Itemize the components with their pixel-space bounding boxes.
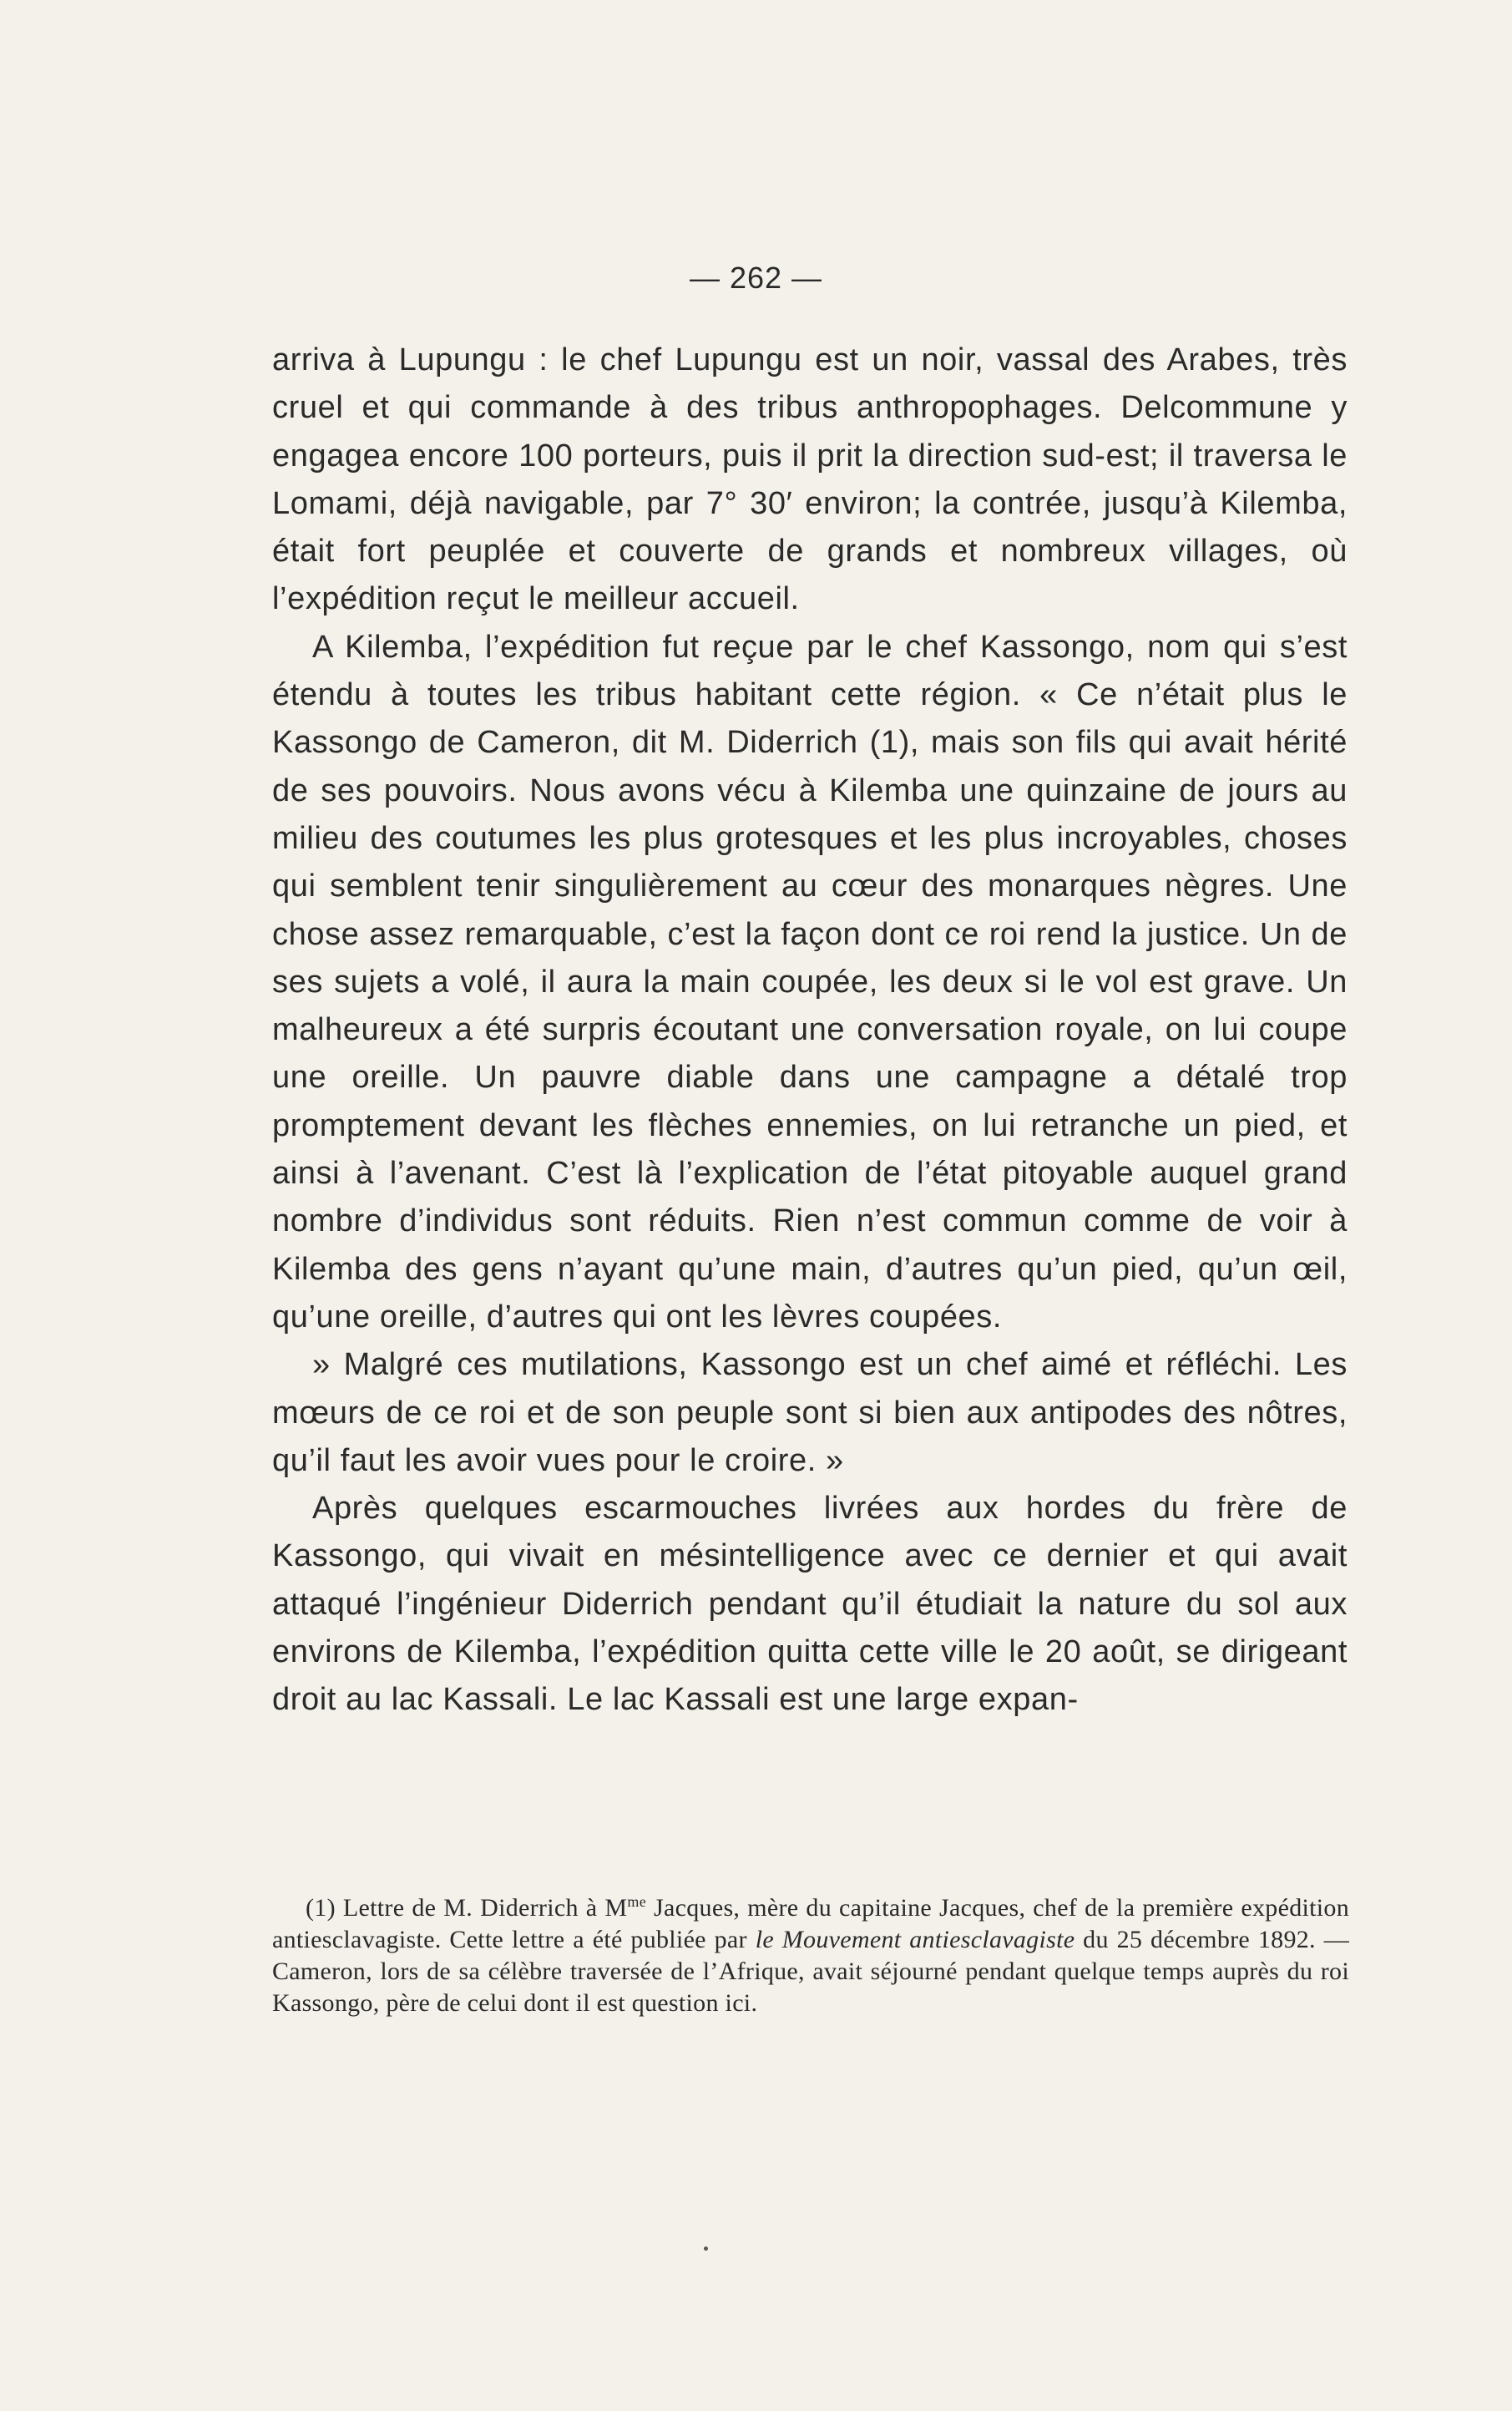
paragraph-2: A Kilemba, l’expédition fut reçue par le chef Kassongo, nom qui s’est étendu à toutes les tribus habitant cette région. « Ce n’était plus le Kassongo de Cameron, dit M. Diderrich (1), mais son fils qui avait hérité de ses pouvoirs. Nous avons vécu à Kilemba une quinzaine de jours au milieu des coutumes les plus grotesques et les plus incroyables, choses qui semblent tenir singulièrement au cœur des monarques nègres. Une chose assez remarquable, c’est la façon dont ce roi rend la justice. Un de ses sujets a volé, il aura la main coupée, les deux si le vol est grave. Un malheureux a été surpris écoutant une conversation royale, on lui coupe une oreille. Un pauvre diable dans une campagne a détalé trop promptement devant les flèches ennemies, on lui retranche un pied, et ainsi à l’avenant. C’est là l’explication de l’état pitoyable auquel grand nombre d’individus sont réduits. Rien n’est commun comme de voir à Kilemba des gens n’ayant qu’une main, d’autres qu’un pied, qu’un œil, qu’une oreille, d’autres qui ont les lèvres coupées. — [272, 629, 1348, 1335]
footnote-marker: (1) — [306, 1894, 336, 1922]
paragraph-3: » Malgré ces mutilations, Kassongo est un chef aimé et réfléchi. Les mœurs de ce roi et de son peuple sont si bien aux antipodes des nôtres, qu’il faut les avoir vues pour le croire. » — [272, 1347, 1348, 1478]
footnote-text-part-2: Jacques, mère du capitaine Jacques, chef de la première expédition antiesclavagiste. Cette lettre a été publiée par — [272, 1894, 1349, 1953]
paragraph-1: arriva à Lupungu : le chef Lupungu est un noir, vassal des Arabes, très cruel et qui commande à des tribus anthropophages. Delcommune y engagea encore 100 porteurs, puis il prit la direction sud-est; il traversa le Lomami, déjà navigable, par 7° 30′ environ; la contrée, jusqu’à Kilemba, était fort peuplée et couverte de grands et nombreux villages, où l’expédition reçut le meilleur accueil. — [272, 342, 1348, 617]
footnote-text-part-1: Lettre de M. Diderrich à M — [342, 1894, 628, 1922]
footnote-superscript: me — [627, 1893, 646, 1910]
footnote-text-part-3: du 25 décembre 1892. — Cameron, lors de sa célèbre traversée de l’Afrique, avait séjourné pendant quelque temps auprès du roi Kassongo, père de celui dont il est question ici. — [272, 1926, 1349, 2017]
footnote — [272, 1892, 1349, 2019]
page-number: — 262 — — [689, 261, 823, 295]
body-text — [272, 337, 1348, 1725]
paragraph-4: Après quelques escarmouches livrées aux hordes du frère de Kassongo, qui vivait en mésintelligence avec ce dernier et qui avait attaqué l’ingénieur Diderrich pendant qu’il étudiait la nature du sol aux environs de Kilemba, l’expédition quitta cette ville le 20 août, se dirigeant droit au lac Kassali. Le lac Kassali est une large expan- — [272, 1491, 1348, 1718]
paper-speck — [704, 2246, 708, 2251]
footnote-journal-title: le Mouvement antiesclavagiste — [755, 1926, 1075, 1953]
footnote-text — [272, 1892, 1349, 2019]
